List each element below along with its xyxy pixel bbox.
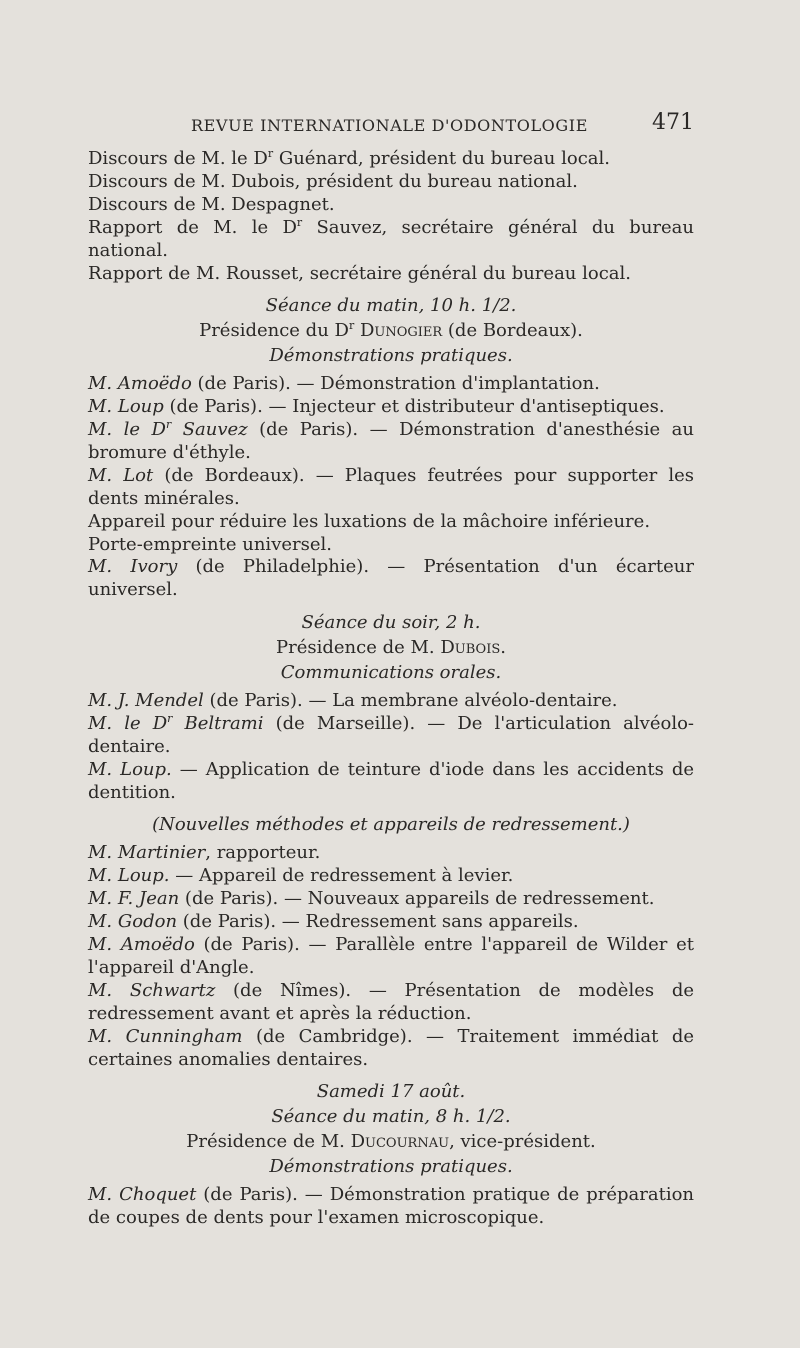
- program-line: Discours de M. Dubois, président du bureau national.: [88, 170, 578, 192]
- session-title: Séance du matin, 10 h. 1/2.: [265, 295, 517, 317]
- program-item: M. J. Mendel (de Paris). — La membrane alvéolo-dentaire.: [88, 689, 618, 711]
- session-subtitle: Démonstrations pratiques.: [269, 1156, 513, 1178]
- program-item: M. Cunningham (de Cambridge). — Traitement immédiat de certaines anomalies dentaires.: [88, 1025, 694, 1070]
- page-number: 471: [652, 110, 694, 135]
- program-item: M. Choquet (de Paris). — Démonstration pratique de préparation de coupes de dents pour l'examen microscopique.: [88, 1184, 695, 1228]
- session-subtitle: Démonstrations pratiques.: [269, 345, 513, 367]
- program-item: M. F. Jean (de Paris). — Nouveaux appareils de redressement.: [88, 888, 655, 910]
- program-line: Discours de M. Despagnet.: [88, 193, 335, 215]
- session-title: Séance du matin, 8 h. 1/2.: [271, 1106, 511, 1128]
- program-item: M. Martinier, rapporteur.: [88, 842, 321, 864]
- program-item: Porte-empreinte universel.: [88, 533, 332, 555]
- program-item: M. le $D^r$ Sauvez (de Paris). — Démonstration d'anesthésie au bromure d'éthyle.: [88, 417, 694, 463]
- program-item: M. Loup. — Application de teinture d'iode dans les accidents de dentition.: [88, 758, 694, 803]
- program-item: M. Amoëdo (de Paris). — Parallèle entre l'appareil de Wilder et l'appareil d'Angle.: [88, 934, 694, 978]
- program-line: Rapport de M. Rousset, secrétaire général du bureau local.: [88, 262, 631, 284]
- program-line: Discours de M. le $D^r$ Guénard, président du bureau local.: [88, 147, 610, 169]
- session-presidency: Présidence du $D^r$ Dunogier (de Bordeaux).: [199, 319, 583, 342]
- program-item: M. le $D^r$ Beltrami (de Marseille). — De l'articulation alvéolo-dentaire.: [88, 711, 694, 757]
- program-line: Rapport de M. le $D^r$ Sauvez, secrétaire général du bureau national.: [88, 215, 694, 261]
- session-presidency: Présidence de M. Dubois.: [276, 637, 506, 659]
- page-body: [88, 148, 694, 1230]
- day-heading: Samedi 17 août.: [316, 1081, 466, 1103]
- program-item: M. Schwartz (de Nîmes). — Présentation de modèles de redressement avant et après la réduction.: [88, 979, 694, 1024]
- running-header: [88, 110, 694, 144]
- program-item: M. Ivory (de Philadelphie). — Présentation d'un écarteur universel.: [88, 556, 694, 601]
- program-item: Appareil pour réduire les luxations de la mâchoire inférieure.: [88, 510, 651, 532]
- session-subtitle: Communications orales.: [280, 662, 502, 684]
- session-title: Séance du soir, 2 h.: [301, 612, 481, 634]
- program-item: M. Loup. — Appareil de redressement à levier.: [88, 865, 514, 887]
- section-parenthetical: (Nouvelles méthodes et appareils de redressement.): [152, 814, 630, 836]
- program-item: M. Godon (de Paris). — Redressement sans appareils.: [88, 911, 579, 933]
- program-item: M. Lot (de Bordeaux). — Plaques feutrées pour supporter les dents minérales.: [88, 464, 694, 509]
- journal-title: REVUE INTERNATIONALE D'ODONTOLOGIE: [191, 116, 588, 135]
- program-item: M. Amoëdo (de Paris). — Démonstration d'implantation.: [88, 373, 600, 395]
- session-presidency: Présidence de M. Ducournau, vice-président.: [186, 1131, 596, 1153]
- program-item: M. Loup (de Paris). — Injecteur et distributeur d'antiseptiques.: [88, 396, 665, 418]
